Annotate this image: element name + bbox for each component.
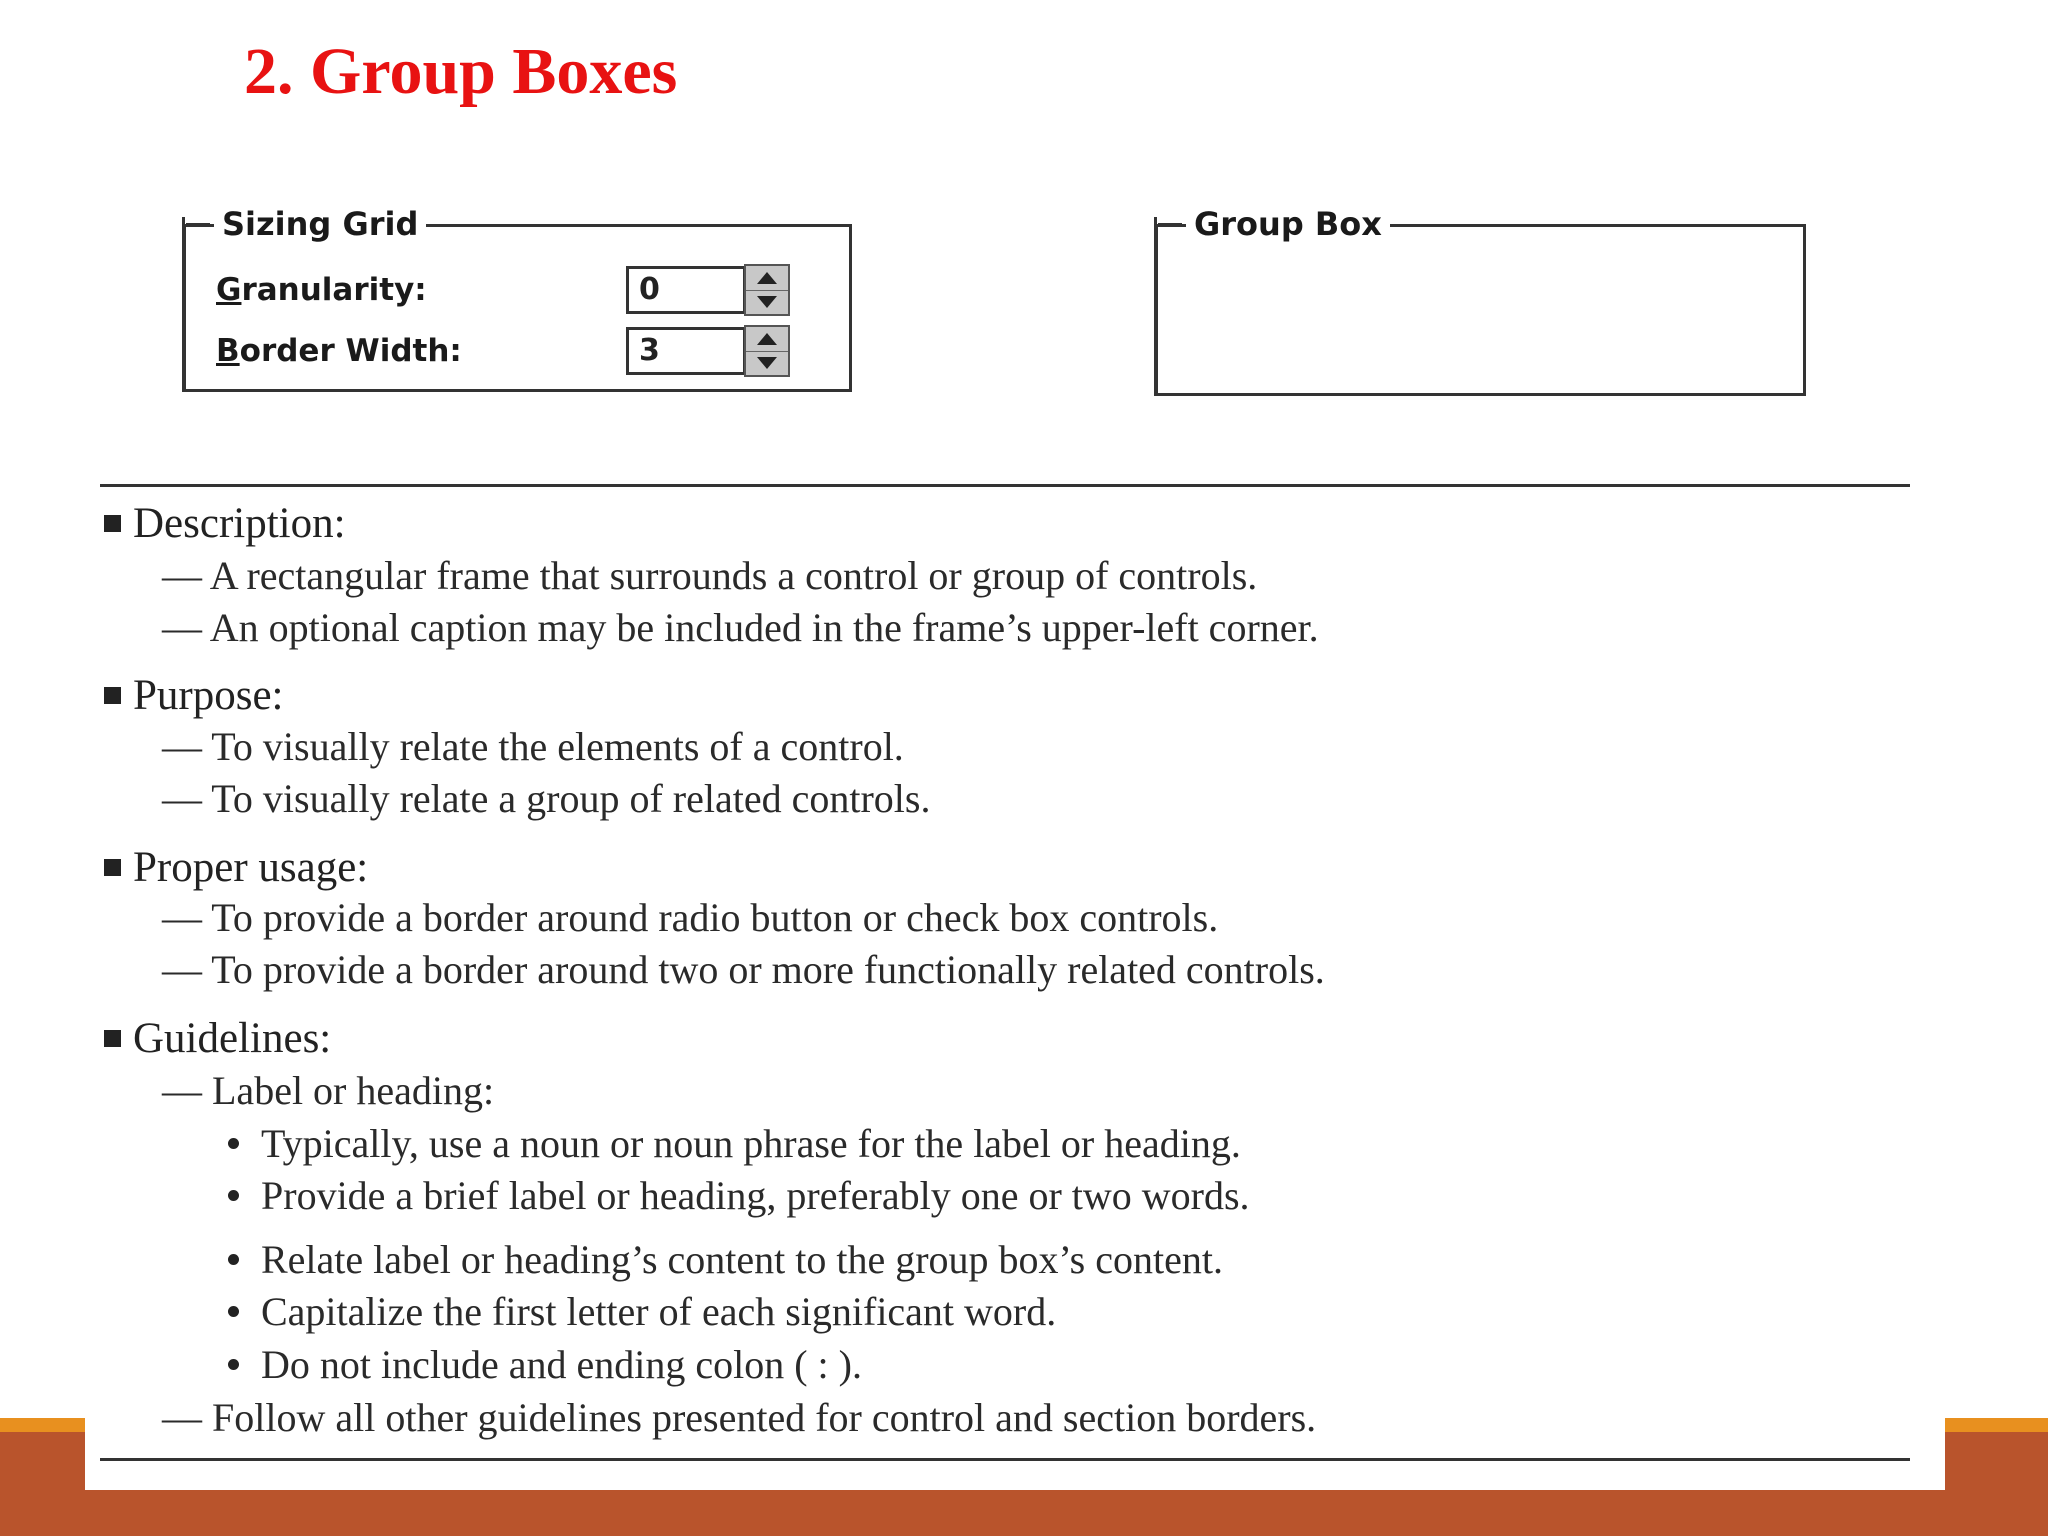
- section-heading-text: Guidelines:: [133, 1015, 332, 1062]
- list-item: — Label or heading:: [162, 1068, 495, 1113]
- list-item-text: Label or heading:: [212, 1068, 495, 1113]
- bullet-item-text: Provide a brief label or heading, preferably one or two words.: [261, 1173, 1250, 1218]
- granularity-spinner[interactable]: [744, 264, 790, 316]
- square-bullet-icon: [104, 515, 121, 532]
- list-item-text: A rectangular frame that surrounds a control or group of controls.: [209, 553, 1258, 598]
- spin-down-button[interactable]: [746, 352, 788, 376]
- section-heading-text: Proper usage:: [133, 844, 369, 891]
- section-heading-text: Description:: [133, 500, 346, 547]
- sizing-grid-groupbox: [182, 205, 852, 392]
- group-box-example: [1154, 205, 1806, 396]
- granularity-input[interactable]: 0: [626, 266, 746, 314]
- dot-bullet-icon: [228, 1306, 239, 1317]
- list-item-text: To provide a border around radio button or check box controls.: [211, 895, 1219, 940]
- section-heading: [104, 1017, 331, 1060]
- dot-bullet-icon: [228, 1254, 239, 1265]
- list-item: — An optional caption may be included in the frame’s upper-left corner.: [162, 605, 1319, 650]
- groupbox-corner: [1154, 217, 1157, 231]
- dot-bullet-icon: [228, 1359, 239, 1370]
- granularity-row: [216, 262, 816, 318]
- section-heading: [104, 502, 346, 545]
- list-item-text: Follow all other guidelines presented for control and section borders.: [212, 1395, 1317, 1440]
- bullet-item: [228, 1237, 1223, 1282]
- bullet-item-text: Do not include and ending colon ( : ).: [261, 1342, 862, 1387]
- arrow-down-icon: [757, 296, 777, 308]
- bullet-item: [228, 1342, 862, 1387]
- group-box-caption: Group Box: [1186, 205, 1390, 243]
- spin-up-button[interactable]: [746, 266, 788, 291]
- groupbox-corner: [182, 217, 185, 231]
- bullet-item: [228, 1289, 1057, 1334]
- border-width-label: Border Width:: [216, 333, 462, 369]
- section-heading: [104, 846, 368, 889]
- list-item: — To provide a border around radio button or check box controls.: [162, 895, 1219, 940]
- bullet-item: [228, 1121, 1241, 1166]
- list-item: — A rectangular frame that surrounds a control or group of controls.: [162, 553, 1258, 598]
- list-item: — To visually relate a group of related controls.: [162, 776, 931, 821]
- bullet-item-text: Typically, use a noun or noun phrase for the label or heading.: [261, 1121, 1241, 1166]
- dot-bullet-icon: [228, 1138, 239, 1149]
- arrow-down-icon: [757, 357, 777, 369]
- list-item-text: An optional caption may be included in the frame’s upper-left corner.: [209, 605, 1319, 650]
- list-item: — Follow all other guidelines presented for control and section borders.: [162, 1395, 1317, 1440]
- list-item-text: To provide a border around two or more functionally related controls.: [211, 947, 1325, 992]
- list-item: — To provide a border around two or more functionally related controls.: [162, 947, 1325, 992]
- border-width-row: [216, 323, 816, 379]
- bullet-item-text: Relate label or heading’s content to the group box’s content.: [261, 1237, 1223, 1282]
- top-divider: [100, 484, 1910, 487]
- square-bullet-icon: [104, 687, 121, 704]
- arrow-up-icon: [757, 333, 777, 345]
- square-bullet-icon: [104, 859, 121, 876]
- granularity-label: Granularity:: [216, 272, 427, 308]
- section-heading: [104, 674, 284, 717]
- bullet-item-text: Capitalize the first letter of each significant word.: [261, 1289, 1057, 1334]
- arrow-up-icon: [757, 272, 777, 284]
- slide-title: 2. Group Boxes: [244, 35, 678, 108]
- bullet-item: [228, 1173, 1250, 1218]
- spin-down-button[interactable]: [746, 291, 788, 315]
- spin-up-button[interactable]: [746, 327, 788, 352]
- square-bullet-icon: [104, 1030, 121, 1047]
- border-width-spinner[interactable]: [744, 325, 790, 377]
- dot-bullet-icon: [228, 1190, 239, 1201]
- list-item-text: To visually relate a group of related controls.: [211, 776, 931, 821]
- border-width-input[interactable]: 3: [626, 327, 746, 375]
- section-heading-text: Purpose:: [133, 672, 284, 719]
- sizing-grid-caption: Sizing Grid: [214, 205, 426, 243]
- list-item-text: To visually relate the elements of a control.: [211, 724, 904, 769]
- list-item: — To visually relate the elements of a control.: [162, 724, 904, 769]
- bottom-divider: [100, 1458, 1910, 1461]
